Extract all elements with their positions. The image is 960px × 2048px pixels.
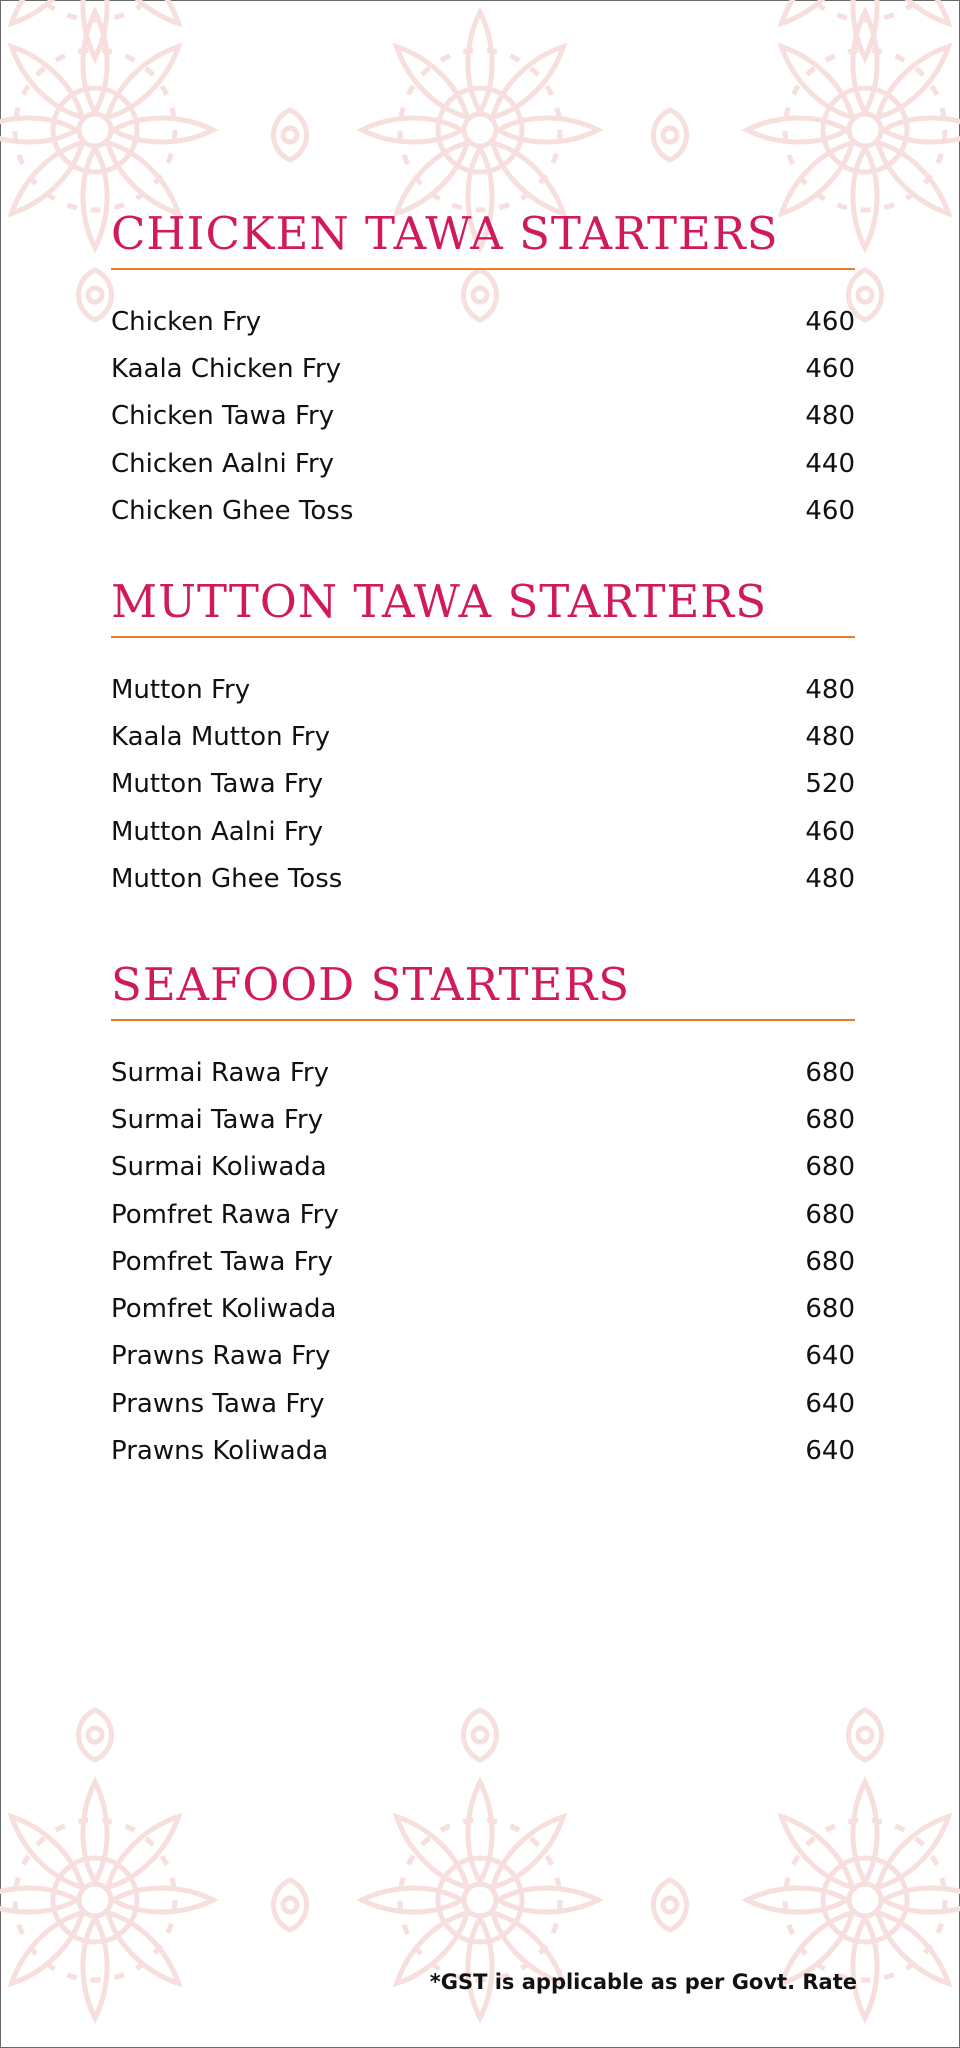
item-price: 460 xyxy=(805,306,855,337)
item-list xyxy=(111,298,855,534)
menu-item xyxy=(111,713,855,760)
item-price: 520 xyxy=(805,769,855,800)
item-name: Surmai Koliwada xyxy=(111,1152,327,1183)
menu-item xyxy=(111,298,855,345)
gst-note: *GST is applicable as per Govt. Rate xyxy=(429,1970,857,1994)
section-seafood-starters xyxy=(111,957,855,1475)
item-name: Chicken Fry xyxy=(111,306,262,337)
menu-item xyxy=(111,761,855,808)
item-price: 440 xyxy=(805,448,855,479)
item-price: 680 xyxy=(805,1152,855,1183)
item-name: Prawns Tawa Fry xyxy=(111,1388,325,1419)
item-price: 640 xyxy=(805,1388,855,1419)
item-price: 680 xyxy=(805,1294,855,1325)
item-list xyxy=(111,666,855,902)
item-price: 480 xyxy=(805,401,855,432)
menu-item xyxy=(111,1285,855,1332)
item-name: Mutton Aalni Fry xyxy=(111,816,323,847)
menu-item xyxy=(111,487,855,534)
item-name: Chicken Tawa Fry xyxy=(111,401,335,432)
section-divider xyxy=(111,268,855,270)
section-mutton-tawa-starters xyxy=(111,574,855,902)
item-price: 680 xyxy=(805,1246,855,1277)
item-price: 460 xyxy=(805,353,855,384)
mandala-floral-pattern-icon xyxy=(0,1700,960,2048)
section-chicken-tawa-starters xyxy=(111,206,855,534)
item-price: 640 xyxy=(805,1341,855,1372)
item-price: 480 xyxy=(805,863,855,894)
item-name: Pomfret Tawa Fry xyxy=(111,1246,333,1277)
item-name: Mutton Fry xyxy=(111,674,251,705)
section-divider xyxy=(111,636,855,638)
item-name: Chicken Ghee Toss xyxy=(111,495,354,526)
item-price: 680 xyxy=(805,1057,855,1088)
item-list xyxy=(111,1049,855,1475)
item-name: Kaala Mutton Fry xyxy=(111,721,330,752)
item-price: 640 xyxy=(805,1436,855,1467)
menu-item xyxy=(111,1238,855,1285)
menu-item xyxy=(111,1144,855,1191)
section-title: SEAFOOD STARTERS xyxy=(111,958,631,1011)
menu-item xyxy=(111,855,855,902)
item-name: Chicken Aalni Fry xyxy=(111,448,335,479)
item-name: Surmai Tawa Fry xyxy=(111,1104,324,1135)
menu-item xyxy=(111,1427,855,1474)
item-price: 680 xyxy=(805,1199,855,1230)
item-name: Prawns Rawa Fry xyxy=(111,1341,331,1372)
item-name: Surmai Rawa Fry xyxy=(111,1057,329,1088)
item-name: Pomfret Rawa Fry xyxy=(111,1199,339,1230)
item-price: 680 xyxy=(805,1104,855,1135)
menu-item xyxy=(111,1049,855,1096)
menu-item xyxy=(111,440,855,487)
menu-item xyxy=(111,1380,855,1427)
menu-item xyxy=(111,1333,855,1380)
mandala-pattern-bottom xyxy=(0,1700,960,2048)
menu-item xyxy=(111,393,855,440)
item-name: Pomfret Koliwada xyxy=(111,1294,337,1325)
menu-item xyxy=(111,666,855,713)
section-title: CHICKEN TAWA STARTERS xyxy=(111,207,779,260)
item-price: 460 xyxy=(805,816,855,847)
item-price: 480 xyxy=(805,721,855,752)
item-name: Mutton Ghee Toss xyxy=(111,863,343,894)
menu-item xyxy=(111,345,855,392)
section-title: MUTTON TAWA STARTERS xyxy=(111,575,768,628)
section-divider xyxy=(111,1019,855,1021)
menu-item xyxy=(111,808,855,855)
item-name: Mutton Tawa Fry xyxy=(111,769,324,800)
menu-item xyxy=(111,1191,855,1238)
item-price: 460 xyxy=(805,495,855,526)
item-name: Kaala Chicken Fry xyxy=(111,353,342,384)
item-name: Prawns Koliwada xyxy=(111,1436,329,1467)
menu-item xyxy=(111,1096,855,1143)
item-price: 480 xyxy=(805,674,855,705)
